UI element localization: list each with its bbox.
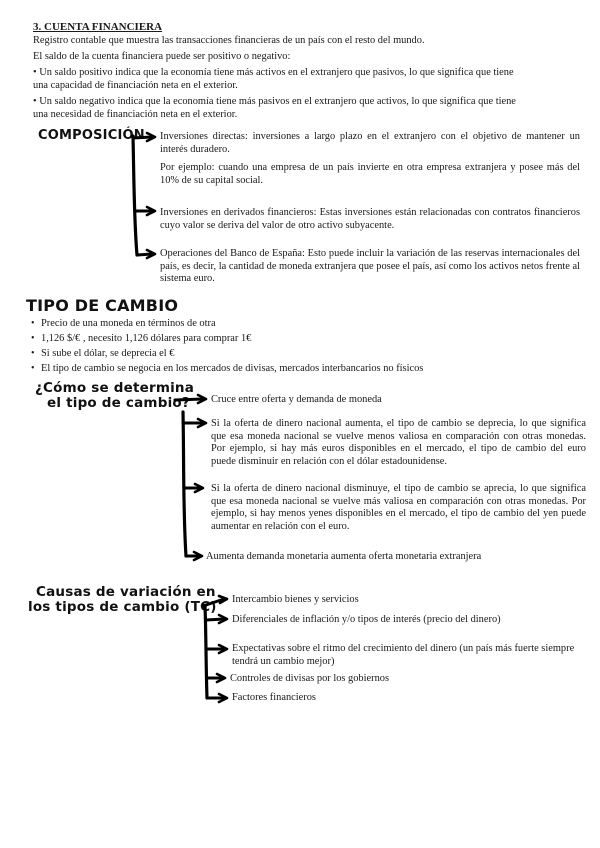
bullet-dot: •: [31, 363, 35, 374]
bullet-dot: •: [31, 318, 35, 329]
determina-title-line-1: ¿Cómo se determina: [35, 380, 195, 396]
tipo-cambio-bullet: El tipo de cambio se negocia en los mercados de divisas, mercados interbancarios no físicos: [41, 363, 424, 374]
negative-balance-line-2: una necesidad de financiación neta en el exterior.: [33, 109, 238, 120]
tipo-cambio-title: TIPO DE CAMBIO: [26, 296, 179, 315]
causas-title-line-1: Causas de variación en: [36, 584, 216, 600]
bullet-dot: •: [31, 348, 35, 359]
definition-text: Registro contable que muestra las transacciones financieras de un país con el resto del mundo.: [33, 35, 425, 46]
determina-item-demanda: Aumenta demanda monetaria aumenta oferta monetaria extranjera: [206, 551, 482, 562]
tipo-cambio-bullet: Precio de una moneda en términos de otra: [41, 318, 216, 329]
determina-title-line-2: el tipo de cambio?: [47, 395, 190, 411]
composicion-item-banco-espana: Operaciones del Banco de España: Esto puede incluir la variación de las reservas internacionales del país, es decir, la cantidad de moneda extranjera que posee el país, así como los activos netos frente al sistema euro.: [160, 248, 580, 285]
causas-item: Intercambio bienes y servicios: [232, 594, 359, 605]
negative-balance-line-1: • Un saldo negativo indica que la economía tiene más pasivos en el extranjero que activos, lo que significa que tiene: [33, 96, 516, 107]
composicion-item-derivatives: Inversiones en derivados financieros: Estas inversiones están relacionadas con contratos financieros cuyo valor se deriva del valor de otro activo subyacente.: [160, 207, 580, 231]
determina-item-cruce: Cruce entre oferta y demanda de moneda: [211, 394, 382, 405]
bullet-dot: •: [31, 333, 35, 344]
positive-balance-line-2: una capacidad de financiación neta en el exterior.: [33, 80, 238, 91]
tipo-cambio-bullet: 1,126 $/€ , necesito 1,126 dólares para comprar 1€: [41, 333, 252, 344]
determina-item-aumenta-oferta: Si la oferta de dinero nacional aumenta, el tipo de cambio se deprecia, lo que significa que esa moneda nacional se vuelve menos valiosa en comparación con otras monedas. Por ejemplo, si hay más euros disponibles en el mercado, el tipo de cambio del euro puede disminuir en relación con el dólar estadounidense.: [211, 418, 586, 467]
causas-item: Controles de divisas por los gobiernos: [230, 673, 390, 684]
composicion-item-direct-investment: Inversiones directas: inversiones a largo plazo en el extranjero con el objetivo de mantener un interés duradero.: [160, 131, 580, 155]
causas-title-line-2: los tipos de cambio (TC): [28, 599, 217, 615]
causas-item: Diferenciales de inflación y/o tipos de interés (precio del dinero): [232, 614, 501, 625]
tipo-cambio-bullet: Si sube el dólar, se deprecia el €: [41, 348, 175, 359]
balance-intro-text: El saldo de la cuenta financiera puede ser positivo o negativo:: [33, 51, 291, 62]
positive-balance-line-1: • Un saldo positivo indica que la economía tiene más activos en el extranjero que pasivos, lo que significa que tiene: [33, 67, 514, 78]
composicion-title: COMPOSICIÓN: [38, 128, 145, 143]
determina-item-disminuye-oferta: Si la oferta de dinero nacional disminuye, el tipo de cambio se aprecia, lo que significa que esa moneda nacional se vuelve más valiosa en comparación con otras monedas. Por ejemplo, si hay menos yenes disponibles en el mercado, el tipo de cambio del yen puede aumentar en relación con el euro.: [211, 483, 586, 532]
causas-item: Factores financieros: [232, 692, 316, 703]
section-heading: 3. CUENTA FINANCIERA: [33, 21, 163, 33]
causas-item: Expectativas sobre el ritmo del crecimiento del dinero (un país más fuerte siempre tendrá un cambio mejor): [232, 643, 575, 667]
composicion-item-example: Por ejemplo: cuando una empresa de un país invierte en otra empresa extranjera y posee más del 10% de su capital social.: [160, 162, 580, 186]
